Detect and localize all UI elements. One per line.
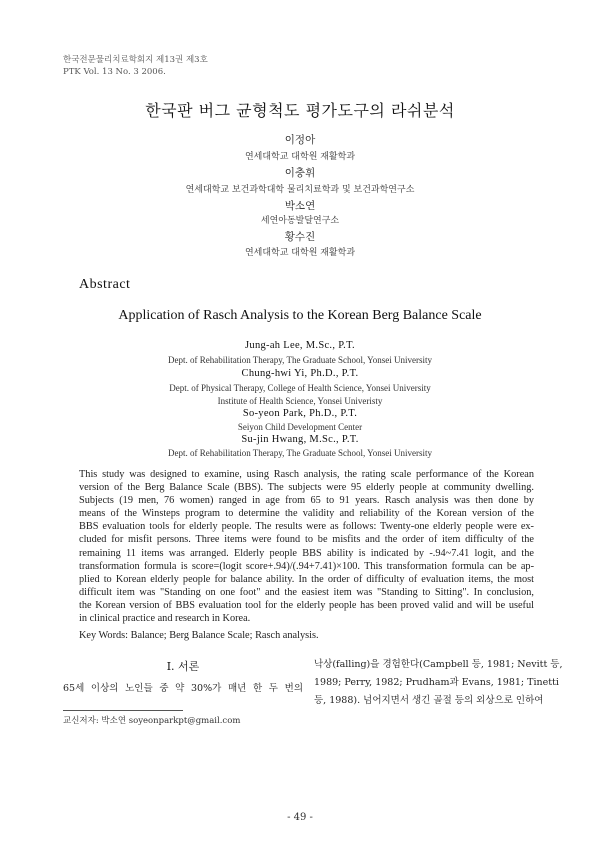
keywords: Key Words: Balance; Berg Balance Scale; Rasch analysis. xyxy=(79,630,319,641)
english-title: Application of Rasch Analysis to the Korean Berg Balance Scale xyxy=(118,308,482,323)
english-author-name: Jung-ah Lee, M.Sc., P.T. xyxy=(245,340,355,351)
left-column-body xyxy=(63,680,303,698)
abstract-line: cluded for misfit persons. Three items were found to be misfits and the order of item difficulty of the xyxy=(79,534,534,546)
corresponding-author-footnote: 교신저자: 박소연 soyeonparkpt@gmail.com xyxy=(63,716,241,726)
body-line: 65세 이상의 노인들 중 약 30%가 매년 한 두 번의 xyxy=(63,683,303,694)
english-author-name: So-yeon Park, Ph.D., P.T. xyxy=(242,408,358,419)
korean-author-name: 이충휘 xyxy=(284,167,316,179)
abstract-line: transformation formula is score=(logit score+.94)/(.94+7.41)×100. This transformation formula can be ap- xyxy=(79,560,534,572)
korean-title: 한국판 버그 균형척도 평가도구의 라쉬분석 xyxy=(145,101,455,120)
body-line: 등, 1988). 넘어지면서 생긴 골절 등의 외상으로 인하여 xyxy=(314,695,544,706)
korean-author-affiliation: 연세대학교 보건과학대학 물리치료학과 및 보건과학연구소 xyxy=(185,185,415,195)
english-author-affiliation: Institute of Health Science, Yonsei Univeristy xyxy=(217,396,383,406)
journal-header-english: PTK Vol. 13 No. 3 2006. xyxy=(63,67,166,77)
korean-author-affiliation: 세연아동발달연구소 xyxy=(260,216,340,226)
page-number: - 49 - xyxy=(287,812,313,823)
korean-author-name: 황수진 xyxy=(284,231,316,243)
korean-author-affiliation: 연세대학교 대학원 재활학과 xyxy=(244,152,356,162)
right-column-body xyxy=(314,656,563,710)
korean-author-name: 박소연 xyxy=(284,200,316,212)
english-author-affiliation: Dept. of Rehabilitation Therapy, The Graduate School, Yonsei University xyxy=(167,355,433,365)
english-author-affiliation: Dept. of Physical Therapy, College of Health Science, Yonsei University xyxy=(169,383,431,393)
abstract-line: This study was designed to examine, using Rasch analysis, the rating scale performance of the Korean xyxy=(79,469,534,480)
abstract-line: means of the Winsteps program to determine the validity and reliability of the Korean version of the xyxy=(79,508,534,520)
abstract-line: difficult item was "Standing on one foot" and the easiest item was "Standing to Sitting". In conclusion, xyxy=(79,586,534,598)
abstract-line: the Korean version of BBS evaluation tool for the elderly people has been proved valid and will be useful xyxy=(79,599,534,611)
abstract-line: version of the Berg Balance Scale (BBS). The subjects were 95 elderly people at community dwelling. xyxy=(79,482,534,494)
abstract-body xyxy=(79,468,534,625)
abstract-line: Subjects (19 men, 76 women) ranged in age from 65 to 91 years. Rasch analysis was then done by xyxy=(79,495,534,507)
english-author-affiliation: Dept. of Rehabilitation Therapy, The Graduate School, Yonsei University xyxy=(167,448,433,458)
journal-header-korean: 한국전문물리치료학회지 제13권 제3호 xyxy=(63,55,208,65)
footnote-divider xyxy=(63,710,183,711)
english-author-name: Su-jin Hwang, M.Sc., P.T. xyxy=(241,434,359,445)
english-author-name: Chung-hwi Yi, Ph.D., P.T. xyxy=(241,368,359,379)
abstract-line: in clinical practice and research in Korea. xyxy=(79,613,251,625)
body-line: 낙상(falling)을 경험한다(Campbell 등, 1981; Nevitt 등, xyxy=(314,659,563,670)
body-line: 1989; Perry, 1982; Prudham과 Evans, 1981; Tinetti xyxy=(314,677,559,688)
abstract-line: remaining 11 items was arranged. Elderly people BBS ability is indicated by -.94~7.41 logit, and the xyxy=(79,547,534,559)
korean-author-name: 이정아 xyxy=(284,134,316,146)
section-heading: Ⅰ. 서론 xyxy=(166,660,200,673)
abstract-heading: Abstract xyxy=(79,277,131,292)
korean-author-affiliation: 연세대학교 대학원 재활학과 xyxy=(244,248,356,258)
abstract-line: BBS evaluation tools for elderly people. The results were as follows: Twenty-one elderly people were ex- xyxy=(79,521,534,533)
abstract-line: plied to Korean elderly people for balance ability. In the order of difficulty of evaluation items, the most xyxy=(79,573,534,585)
english-author-affiliation: Seiyon Child Development Center xyxy=(237,422,363,432)
